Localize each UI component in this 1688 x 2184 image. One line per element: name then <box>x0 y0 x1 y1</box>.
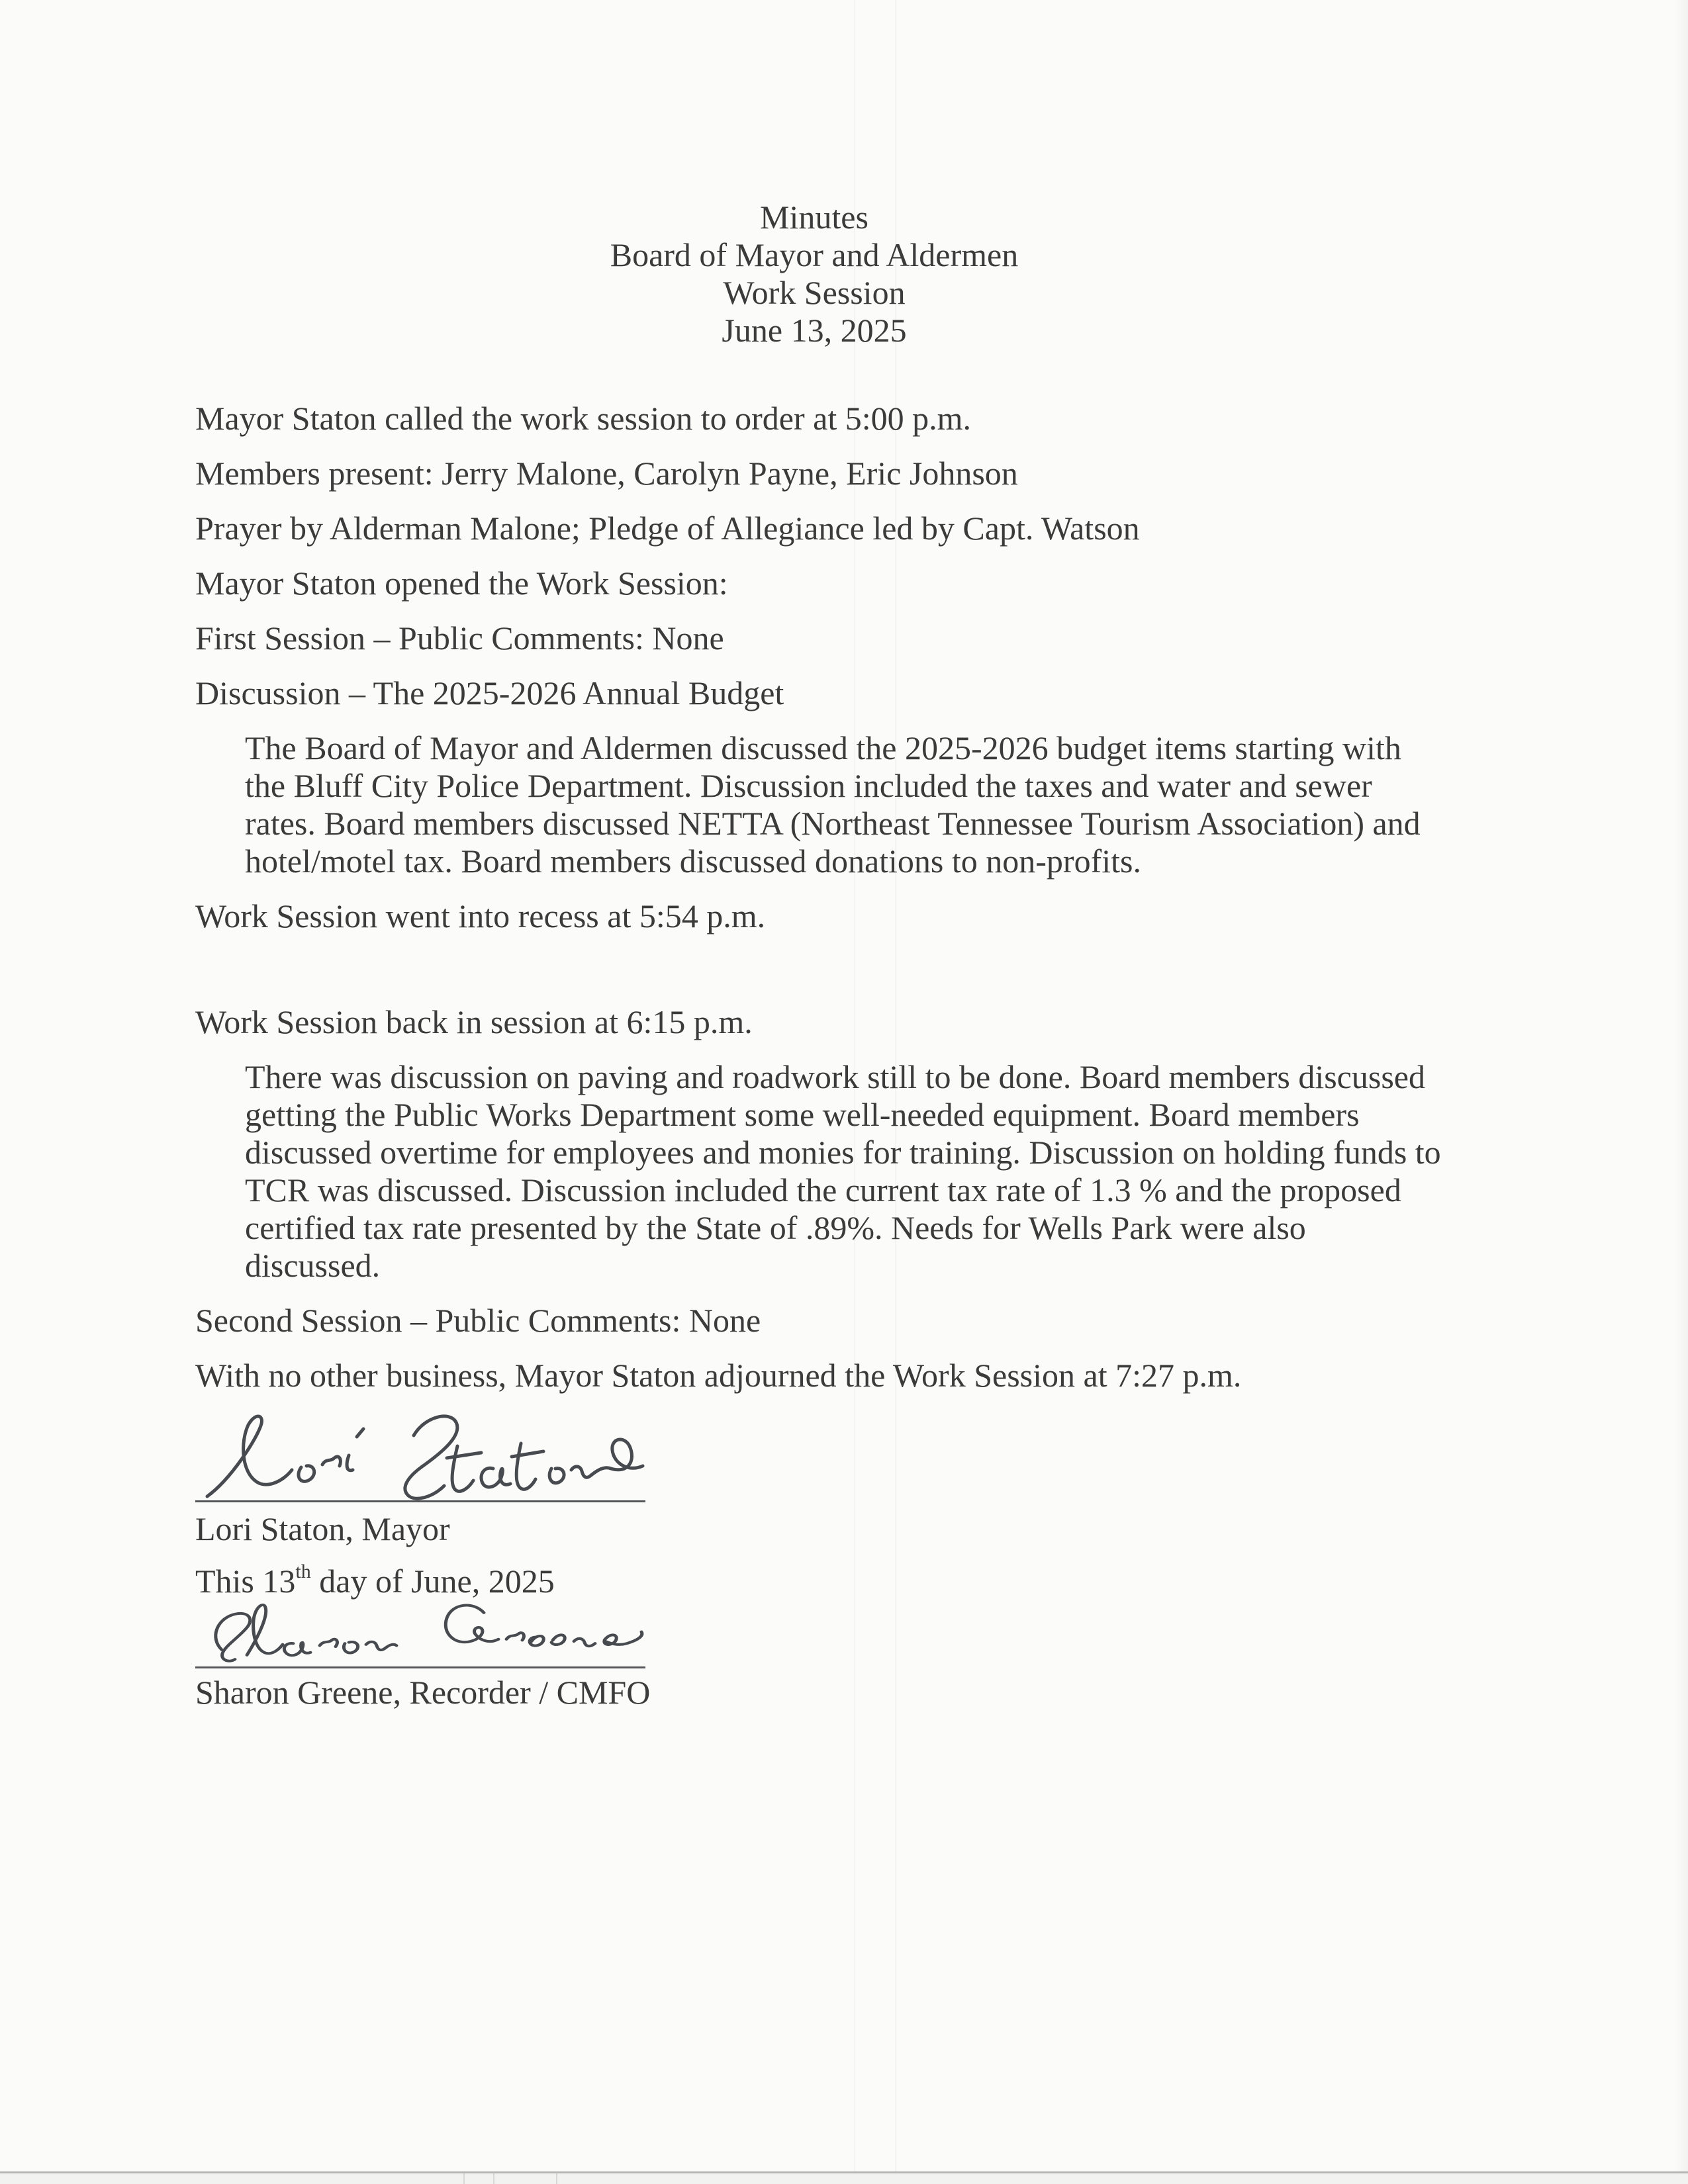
text-line: Discussion – The 2025-2026 Annual Budget <box>195 674 784 711</box>
mayor-signature-caption: Lori Staton, Mayor <box>195 1510 450 1547</box>
text-line: Work Session back in session at 6:15 p.m. <box>195 1003 753 1040</box>
title-line-session: Work Session <box>723 274 906 311</box>
text-line: Mayor Staton called the work session to order at 5:00 p.m. <box>195 400 971 437</box>
mayor-signature-block <box>195 1413 1486 1548</box>
document-body <box>195 199 1486 1711</box>
text-line: First Session – Public Comments: None <box>195 619 724 657</box>
text-line: There was discussion on paving and roadwork still to be done. Board members discussed <box>245 1058 1425 1095</box>
title-line-board: Board of Mayor and Aldermen <box>610 236 1019 273</box>
text-line: Members present: Jerry Malone, Carolyn Payne, Eric Johnson <box>195 455 1018 492</box>
scan-artifact-tick <box>556 2173 557 2184</box>
paragraph-prayer-pledge <box>195 510 1486 547</box>
attestation-date-prefix: This 13 <box>195 1563 296 1600</box>
text-line: certified tax rate presented by the State of .89%. Needs for Wells Park were also <box>245 1209 1306 1246</box>
title-line-minutes: Minutes <box>760 199 868 236</box>
scan-edge-shading <box>1675 0 1688 2172</box>
attestation-date-suffix: day of June, 2025 <box>310 1563 555 1600</box>
scan-bottom-strip <box>0 2173 1688 2184</box>
recorder-signature-image <box>195 1604 659 1668</box>
attestation-date <box>195 1563 1486 1600</box>
paragraph-back-in-session <box>195 1003 1486 1041</box>
recorder-signature-caption: Sharon Greene, Recorder / CMFO <box>195 1674 651 1711</box>
text-line: Second Session – Public Comments: None <box>195 1302 761 1339</box>
paragraph-recess <box>195 897 1486 935</box>
recorder-signature-line <box>195 1666 645 1668</box>
paragraph-budget-discussion <box>245 729 1486 880</box>
paragraph-second-session-comments <box>195 1302 1486 1340</box>
text-line: With no other business, Mayor Staton adjourned the Work Session at 7:27 p.m. <box>195 1357 1242 1394</box>
paragraph-discussion-heading <box>195 674 1486 712</box>
recorder-signature-block <box>195 1604 1486 1711</box>
text-line: rates. Board members discussed NETTA (Northeast Tennessee Tourism Association) and <box>245 805 1421 842</box>
text-line: Work Session went into recess at 5:54 p.m. <box>195 897 766 934</box>
paragraph-call-to-order <box>195 400 1486 437</box>
paragraph-first-session-comments <box>195 619 1486 657</box>
mayor-signature-image <box>195 1413 645 1506</box>
document-title <box>195 199 1433 349</box>
scan-artifact-tick <box>463 2173 465 2184</box>
paragraph-members-present <box>195 455 1486 492</box>
mayor-signature-line <box>195 1500 645 1502</box>
text-line: getting the Public Works Department some well-needed equipment. Board members <box>245 1096 1360 1133</box>
text-line: TCR was discussed. Discussion included the current tax rate of 1.3 % and the proposed <box>245 1171 1401 1208</box>
text-line: discussed overtime for employees and monies for training. Discussion on holding funds to <box>245 1134 1441 1171</box>
paragraph-evening-discussion <box>245 1058 1486 1285</box>
attestation-date-ordinal: th <box>295 1561 311 1582</box>
paragraph-session-opened <box>195 565 1486 602</box>
scan-artifact-tick <box>493 2173 494 2184</box>
text-line: The Board of Mayor and Aldermen discussed the 2025-2026 budget items starting with <box>245 729 1401 766</box>
title-line-date: June 13, 2025 <box>722 312 907 349</box>
text-line: the Bluff City Police Department. Discussion included the taxes and water and sewer <box>245 767 1372 804</box>
text-line: hotel/motel tax. Board members discussed donations to non-profits. <box>245 842 1141 880</box>
text-line: Prayer by Alderman Malone; Pledge of Allegiance led by Capt. Watson <box>195 510 1140 547</box>
text-line: Mayor Staton opened the Work Session: <box>195 565 728 602</box>
paragraph-adjourned <box>195 1357 1486 1394</box>
text-line: discussed. <box>245 1247 381 1284</box>
